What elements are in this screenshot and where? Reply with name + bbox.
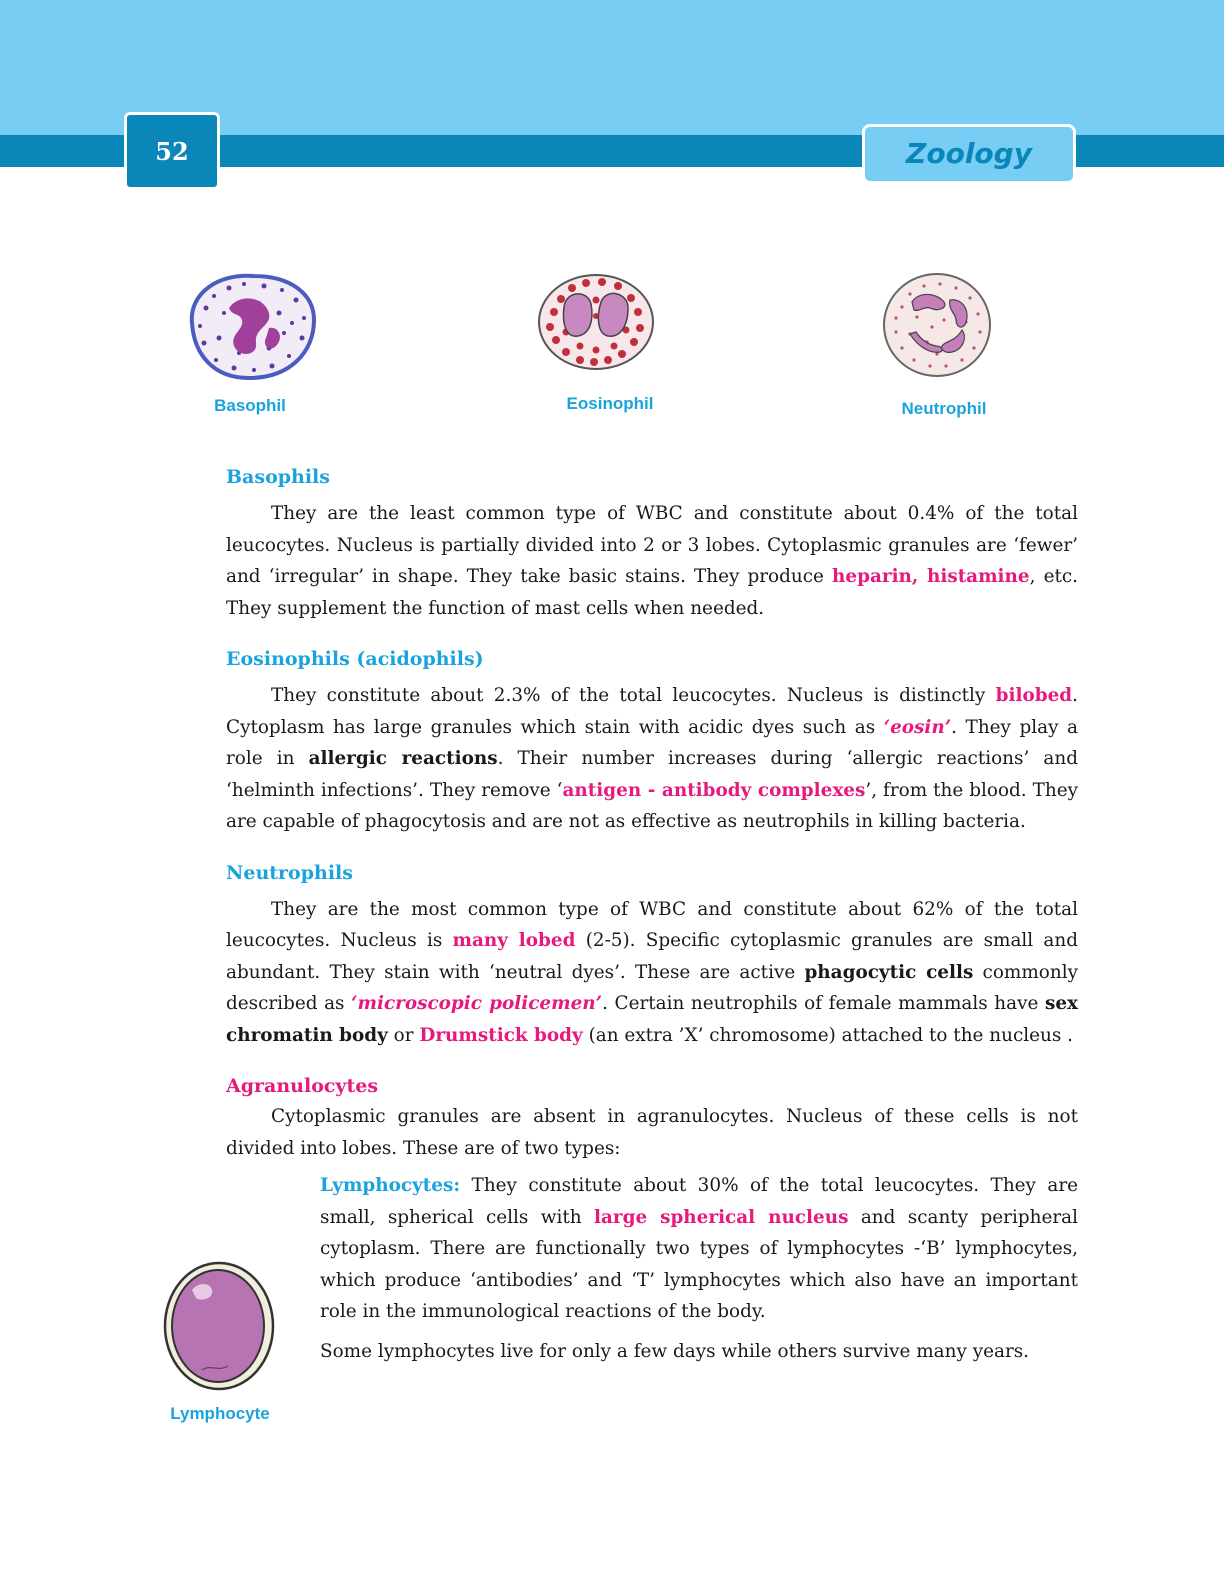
text-span: . Certain neutrophils of female mammals have	[602, 993, 1045, 1014]
text-span: , etc. They supplement the function of mast cells when needed.	[226, 566, 1078, 619]
text-span: ’, from the blood. They are capable of phagocytosis and are not as effective as neutrophils in killing bacteria.	[226, 779, 1079, 832]
lymphocytes-paragraph	[320, 1170, 1078, 1328]
text-span: and scanty peripheral cytoplasm. There are functionally two types of lymphocytes -‘B’ lymphocytes, which produce ‘antibodies’ and ‘T’ lymphocytes which also have an important role in the immunological reactions of the body.	[320, 1206, 1078, 1322]
agranulocytes-heading: Agranulocytes	[226, 1075, 379, 1097]
eosinophil-caption: Eosinophil	[566, 394, 654, 413]
text-span: They are the most common type of WBC and constitute about 62% of the total leucocytes. Nucleus is	[226, 898, 1078, 951]
text-span: . They play a role in	[226, 716, 1078, 769]
section-neutrophils	[226, 858, 1078, 1052]
highlight-term: ‘eosin’	[883, 716, 952, 738]
text-span: (2-5). Specific cytoplasmic granules are small and abundant. They stain with ‘neutral dyes’. These are active	[226, 930, 1078, 983]
eosinophils-heading: Eosinophils (acidophils)	[226, 648, 484, 670]
highlight-term: many lobed	[452, 930, 576, 951]
page-number: 52	[124, 112, 220, 190]
text-span: They are the least common type of WBC and constitute about 0.4% of the total leucocytes. Nucleus is partially divided into 2 or 3 lobes. Cytoplasmic granules are ‘fewer’ and ‘irregular’ in shape. They take basic stains. They produce	[226, 503, 1078, 587]
lymphocytes-text	[320, 1170, 1078, 1367]
highlight-term: Drumstick body	[419, 1024, 583, 1046]
highlight-term: heparin, histamine	[832, 566, 1030, 587]
text-span: commonly described as	[226, 961, 1078, 1014]
neutrophils-heading: Neutrophils	[226, 861, 353, 884]
neutrophil-caption: Neutrophil	[901, 399, 987, 418]
main-content	[226, 462, 1078, 1367]
agranulocytes-paragraph: Cytoplasmic granules are absent in agranulocytes. Nucleus of these cells is not divided into lobes. These are of two types:	[226, 1106, 1078, 1159]
lymphocytes-label: Lymphocytes:	[320, 1175, 461, 1196]
basophil-caption: Basophil	[214, 396, 286, 415]
text-span: They constitute about 30% of the total leucocytes. They are small, spherical cells with	[320, 1175, 1078, 1228]
bold-term: sex chromatin body	[226, 993, 1078, 1046]
eosinophils-paragraph	[226, 680, 1078, 838]
text-span: (an extra ’X’ chromosome) attached to the nucleus .	[582, 1024, 1073, 1046]
highlight-term: ‘microscopic policemen’	[351, 993, 603, 1014]
text-span: or	[387, 1024, 420, 1046]
neutrophil-image	[882, 272, 992, 378]
highlight-term: bilobed	[995, 685, 1073, 706]
subject-title: Zoology	[862, 124, 1076, 184]
text-span: . Their number increases during ‘allergic reactions’ and ‘helminth infections’. They remove ‘	[226, 748, 1079, 801]
bold-term: allergic reactions	[308, 748, 498, 769]
highlight-term: large spherical nucleus	[594, 1206, 849, 1228]
section-eosinophils	[226, 644, 1078, 838]
highlight-term: antigen - antibody complexes	[562, 779, 866, 801]
section-agranulocytes	[226, 1071, 1078, 1164]
lymphocyte-image	[162, 1260, 276, 1392]
bold-term: phagocytic cells	[804, 961, 974, 983]
eosinophil-image	[536, 272, 656, 372]
lymphocyte-caption: Lymphocyte	[170, 1404, 270, 1423]
basophils-paragraph	[226, 498, 1078, 624]
basophils-heading: Basophils	[226, 466, 330, 488]
basophil-image	[184, 268, 318, 383]
text-span: . Cytoplasm has large granules which stain with acidic dyes such as	[226, 685, 1078, 738]
lymphocytes-block	[226, 1170, 1078, 1367]
lymphocytes-lifespan-paragraph: Some lymphocytes live for only a few days while others survive many years.	[320, 1340, 1030, 1362]
neutrophils-paragraph	[226, 894, 1078, 1052]
section-basophils	[226, 462, 1078, 624]
text-span: They constitute about 2.3% of the total leucocytes. Nucleus is distinctly	[271, 685, 996, 706]
